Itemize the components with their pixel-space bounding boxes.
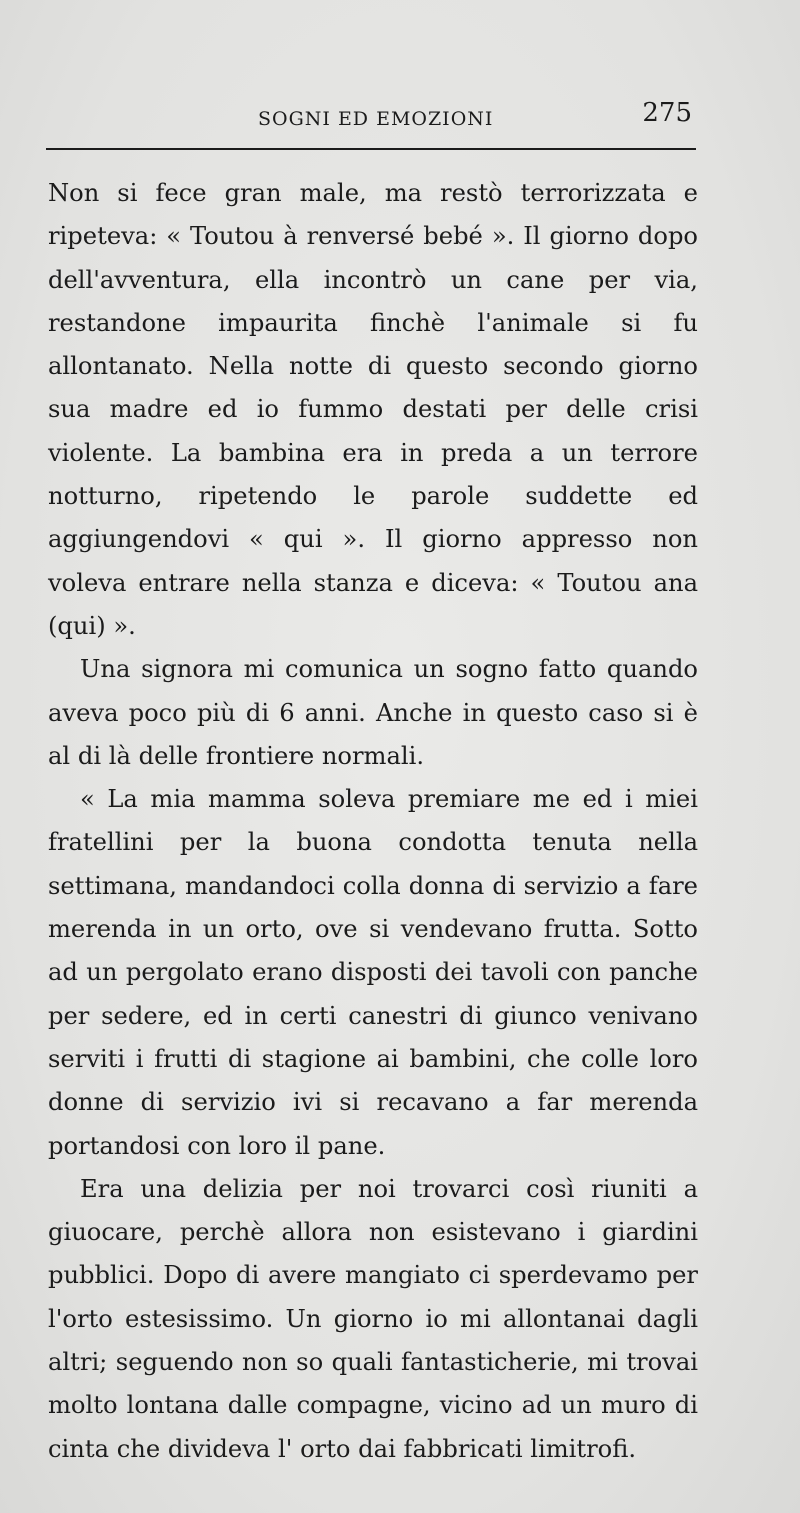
paragraph-2: Una signora mi comunica un sogno fatto quando aveva poco più di 6 anni. Anche in questo caso si è al di là delle frontiere normali. — [48, 655, 698, 770]
paragraph-3: « La mia mamma soleva premiare me ed i miei fratellini per la buona condotta tenuta nella settimana, mandandoci colla donna di servizio a fare merenda in un orto, ove si vendevano frutta. Sotto ad un pergolato erano disposti dei tavoli con panche per sedere, ed in certi canestri di giunco venivano serviti i frutti di stagione ai bambini, che colle loro donne di servizio ivi si recavano a far merenda portandosi con loro il pane. — [48, 785, 698, 1160]
paragraph-4: Era una delizia per noi trovarci così riuniti a giuocare, perchè allora non esistevano i giardini pubblici. Dopo di avere mangiato ci sperdevamo per l'orto estesissimo. Un giorno io mi allontanai dagli altri; seguendo non so quali fantasticherie, mi trovai molto lontana dalle compagne, vicino ad un muro di cinta che divideva l' orto dai fabbricati limitrofi. — [48, 1174, 698, 1463]
running-title: SOGNI ED EMOZIONI — [258, 108, 494, 130]
header-rule — [46, 148, 696, 150]
page-number: 275 — [642, 98, 692, 128]
page-header — [48, 98, 696, 138]
paragraph-1: Non si fece gran male, ma restò terrorizzata e ripeteva: « Toutou à renversé bebé ». Il giorno dopo dell'avventura, ella incontrò un cane per via, restandone impaurita finchè l'animale si fu allontanato. Nella notte di questo secondo giorno sua madre ed io fummo destati per delle crisi violente. La bambina era in preda a un terrore notturno, ripetendo le parole suddette ed aggiungendovi « qui ». Il giorno appresso non voleva entrare nella stanza e diceva: « Toutou ana (qui) ». — [48, 179, 698, 640]
body-text — [48, 172, 698, 1471]
